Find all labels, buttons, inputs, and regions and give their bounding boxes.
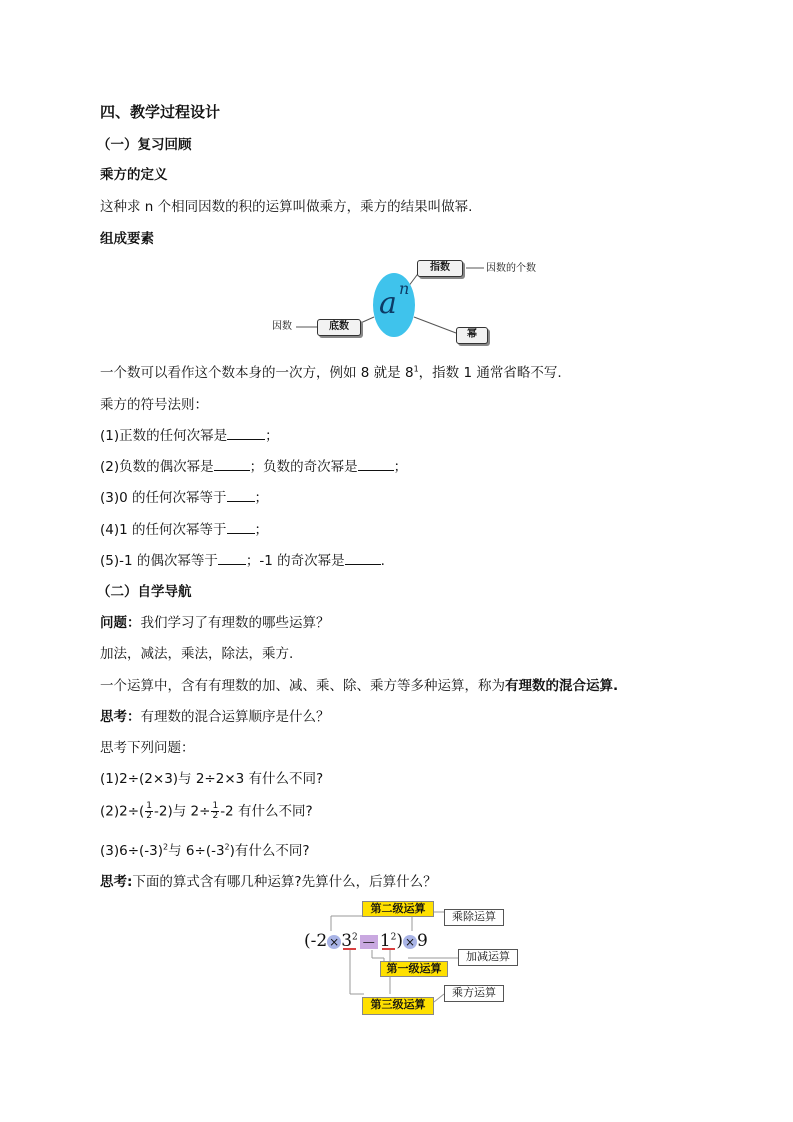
rule-3-text: (3)0 的任何次幂等于: [100, 490, 227, 506]
rule-2-text-b: ；负数的奇次幂是: [249, 459, 358, 475]
level-three-box: 第三级运算: [362, 997, 434, 1015]
rule-5-blank-a[interactable]: [218, 552, 246, 565]
rule-1-semicolon: ；: [265, 428, 279, 444]
rule-4-semicolon: ；: [254, 522, 269, 538]
definition-text: 这种求 n 个相同因数的积的运算叫做乘方，乘方的结果叫做幂.: [100, 199, 473, 215]
level-one-box: 第一级运算: [380, 961, 448, 977]
exponent-label: 因数的个数: [486, 263, 536, 274]
question-line: [100, 614, 330, 632]
note-text-1: 一个数可以看作这个数本身的一次方，例如 8 就是 8: [100, 365, 414, 381]
operations-list: 加法，减法，乘法，除法，乘方.: [100, 646, 294, 662]
rule-1-blank[interactable]: [227, 427, 265, 440]
question-label: 问题：: [100, 615, 141, 631]
problem-2-text-c: -2 有什么不同?: [220, 803, 313, 820]
rule-2-text-a: (2)负数的偶次幂是: [100, 459, 214, 475]
expr-one: 1: [379, 931, 391, 951]
fraction-one-half-2: $\frac{1}{2}$: [212, 801, 219, 821]
problem-2-text-b: -2)与 2÷: [154, 803, 211, 820]
definition-title: 乘方的定义: [100, 167, 168, 183]
rule-2-semicolon: ；: [393, 459, 408, 475]
rule-1: [100, 427, 279, 445]
problem-3-sup: 2: [163, 842, 169, 852]
think-text: 有理数的混合运算顺序是什么？: [140, 709, 330, 725]
expr-sup-1: 2: [352, 932, 358, 943]
review-heading: （一）复习回顾: [97, 137, 192, 153]
think-line: [100, 708, 330, 726]
base-label: 因数: [272, 321, 292, 332]
problem-1: (1)2÷(2×3)与 2÷2×3 有什么不同?: [100, 771, 324, 787]
times-circle-1: ×: [329, 934, 340, 949]
section-title: 四、教学过程设计: [100, 103, 221, 121]
think2-label: 思考:: [100, 874, 133, 890]
rule-3: [100, 489, 268, 507]
problem-3-text-c: )有什么不同?: [229, 843, 310, 859]
mixed-text: 一个运算中，含有有理数的加、减、乘、除、乘方等多种运算，称为: [100, 678, 505, 694]
mixed-operation-definition: [100, 677, 618, 695]
minus-box: —: [360, 935, 378, 949]
power-operation-box: 乘方运算: [444, 985, 504, 1002]
addsub-box: 加减运算: [458, 949, 518, 966]
rule-1-text: (1)正数的任何次幂是: [100, 428, 228, 444]
base-letter: a: [379, 286, 397, 321]
elements-title: 组成要素: [100, 231, 154, 247]
expr-close: ): [396, 931, 403, 951]
rule-4-blank[interactable]: [227, 521, 255, 534]
rule-5-blank-b[interactable]: [345, 552, 381, 565]
self-study-heading: （二）自学导航: [97, 584, 192, 600]
rule-5-text-b: ；-1 的奇次幂是: [245, 553, 345, 569]
problem-3-text-b: 与 6÷(-3: [168, 843, 225, 859]
problem-2: [100, 802, 313, 821]
rule-5: [100, 552, 385, 570]
think-label: 思考：: [100, 709, 141, 725]
problem-3-text-a: (3)6÷(-3): [100, 843, 164, 859]
power-diagram: [260, 255, 560, 350]
first-power-note: [100, 364, 562, 382]
muldiv-box: 乘除运算: [444, 909, 504, 926]
rule-4: [100, 521, 268, 539]
power-node: 幂: [456, 327, 488, 344]
expr-sup-2: 2: [390, 932, 397, 943]
rule-2: [100, 458, 407, 476]
think-list-title: 思考下列问题：: [100, 740, 195, 756]
expression-row: [304, 929, 428, 953]
rule-5-text-a: (5)-1 的偶次幂等于: [100, 553, 218, 569]
problem-2-text-a: (2)2÷(: [100, 803, 145, 820]
problem-3-sup-2: 2: [224, 842, 230, 852]
think2-line: [100, 873, 437, 891]
think2-text: 下面的算式含有哪几种运算?先算什么，后算什么？: [132, 874, 437, 890]
expr-three: 3: [341, 931, 353, 951]
rule-3-blank[interactable]: [227, 489, 255, 502]
expr-open: (-2: [304, 931, 328, 951]
rule-2-blank-a[interactable]: [214, 458, 250, 471]
sign-rules-title: 乘方的符号法则：: [100, 397, 208, 413]
base-node: 底数: [317, 319, 361, 336]
exponent-node: 指数: [417, 260, 463, 277]
expr-nine: 9: [416, 931, 428, 951]
note-superscript: 1: [413, 364, 419, 374]
order-of-operations-diagram: [300, 898, 530, 1020]
problem-3: [100, 842, 310, 860]
level-two-box: 第二级运算: [362, 901, 434, 917]
exponent-letter: n: [399, 279, 410, 298]
times-circle-2: ×: [404, 934, 415, 949]
rule-2-blank-b[interactable]: [358, 458, 394, 471]
rule-3-semicolon: ；: [254, 490, 269, 506]
rule-4-text: (4)1 的任何次幂等于: [100, 522, 227, 538]
fraction-one-half: $\frac{1}{2}$: [146, 801, 153, 821]
question-text: 我们学习了有理数的哪些运算？: [140, 615, 330, 631]
note-text-2: ，指数 1 通常省略不写.: [418, 365, 562, 381]
mixed-term: 有理数的混合运算.: [505, 678, 619, 694]
rule-5-period: .: [380, 553, 385, 569]
